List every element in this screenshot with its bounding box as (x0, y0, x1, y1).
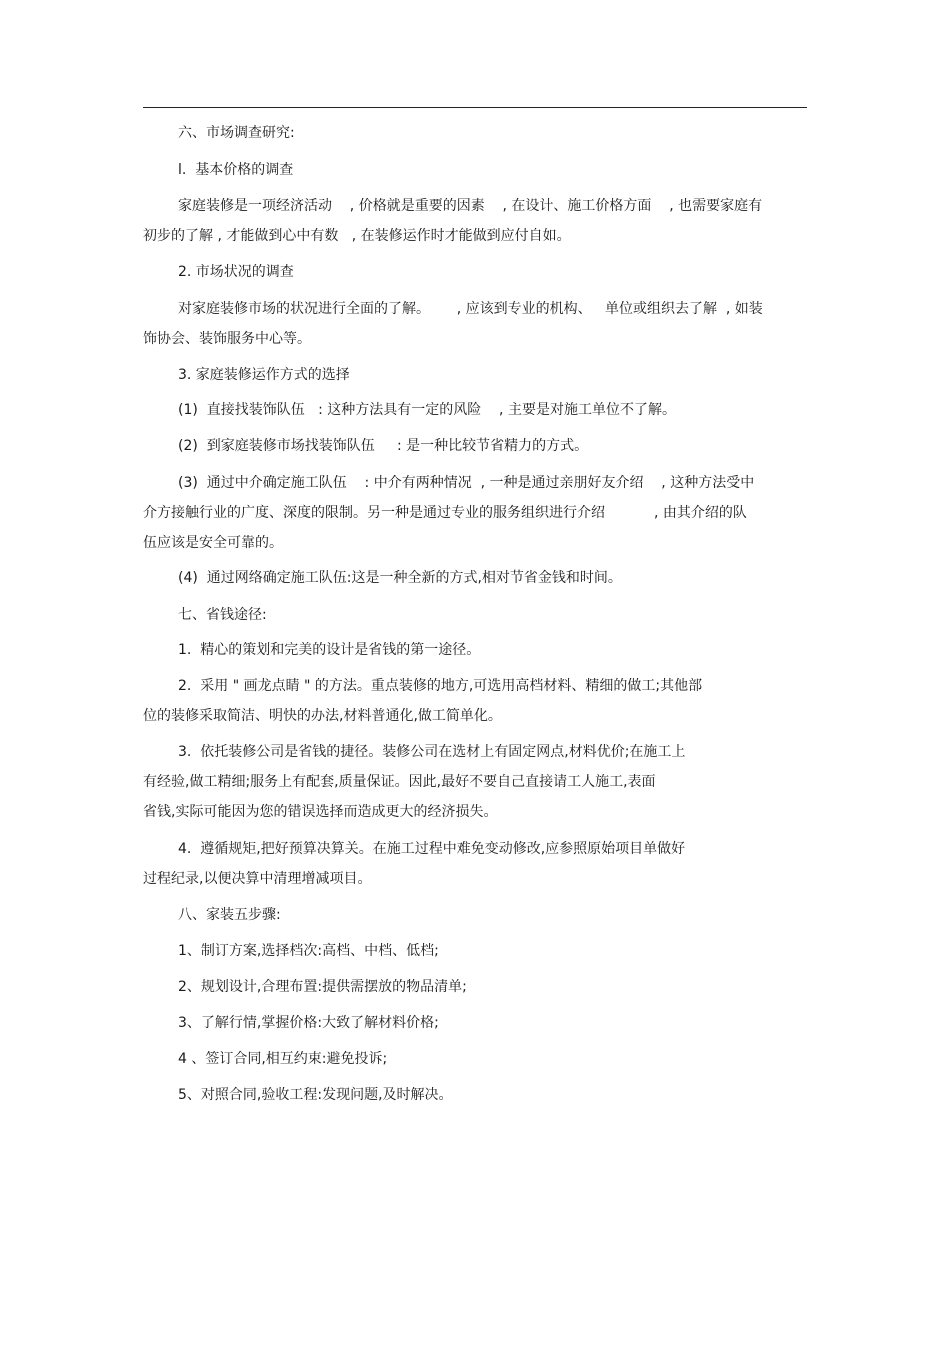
list-item: (3) 通过中介确定施工队伍 : 中介有两种情况 , 一种是通过亲朋好友介绍 , 这种方法受中 (178, 475, 755, 491)
paragraph-line: 介方接触行业的广度、深度的限制。另一种是通过专业的服务组织进行介绍 , 由其介绍的队 (143, 505, 747, 521)
list-item: (4) 通过网络确定施工队伍:这是一种全新的方式,相对节省金钱和时间。 (178, 570, 622, 586)
list-item: 2. 采用 " 画龙点睛 " 的方法。重点装修的地方,可选用高档材料、精细的做工;其他部 (178, 678, 703, 694)
subheading-operation-mode: 3. 家庭装修运作方式的选择 (178, 367, 350, 383)
list-item: 4. 遵循规矩,把好预算决算关。在施工过程中难免变动修改,应参照原始项目单做好 (178, 841, 686, 857)
subheading-market-status: 2. 市场状况的调查 (178, 264, 294, 280)
list-item: 5、对照合同,验收工程:发现问题,及时解决。 (178, 1087, 453, 1103)
list-item: 3、了解行情,掌握价格:大致了解材料价格; (178, 1015, 439, 1031)
subheading-price-survey: l. 基本价格的调查 (178, 162, 294, 178)
list-item: 3. 依托装修公司是省钱的捷径。装修公司在选材上有固定网点,材料优价;在施工上 (178, 744, 686, 760)
list-item: 4 、签订合同,相互约束:避免投诉; (178, 1051, 388, 1067)
paragraph-line: 伍应该是安全可靠的。 (143, 535, 283, 551)
header-rule (143, 107, 807, 108)
paragraph-line: 家庭装修是一项经济活动 , 价格就是重要的因素 , 在设计、施工价格方面 , 也需要家庭有 (178, 198, 763, 214)
list-item: 1. 精心的策划和完美的设计是省钱的第一途径。 (178, 642, 481, 658)
paragraph-line: 饰协会、装饰服务中心等。 (143, 331, 311, 347)
list-item: 1、制订方案,选择档次:高档、中档、低档; (178, 943, 439, 959)
paragraph-line: 有经验,做工精细;服务上有配套,质量保证。因此,最好不要自己直接请工人施工,表面 (143, 774, 656, 790)
paragraph-line: 省钱,实际可能因为您的错误选择而造成更大的经济损失。 (143, 804, 498, 820)
list-item: (2) 到家庭装修市场找装饰队伍 : 是一种比较节省精力的方式。 (178, 438, 589, 454)
section-heading-market-research: 六、市场调查研究: (178, 125, 295, 141)
paragraph-line: 对家庭装修市场的状况进行全面的了解。 , 应该到专业的机构、 单位或组织去了解 , 如装 (178, 301, 763, 317)
list-item: 2、规划设计,合理布置:提供需摆放的物品清单; (178, 979, 467, 995)
section-heading-saving: 七、省钱途径: (178, 607, 267, 623)
paragraph-line: 初步的了解 , 才能做到心中有数 , 在装修运作时才能做到应付自如。 (143, 228, 571, 244)
list-item: (1) 直接找装饰队伍 : 这种方法具有一定的风险 , 主要是对施工单位不了解。 (178, 402, 676, 418)
paragraph-line: 过程纪录,以便决算中清理增减项目。 (143, 871, 372, 887)
paragraph-line: 位的装修采取简洁、明快的办法,材料普通化,做工简单化。 (143, 708, 502, 724)
section-heading-five-steps: 八、家装五步骤: (178, 907, 281, 923)
